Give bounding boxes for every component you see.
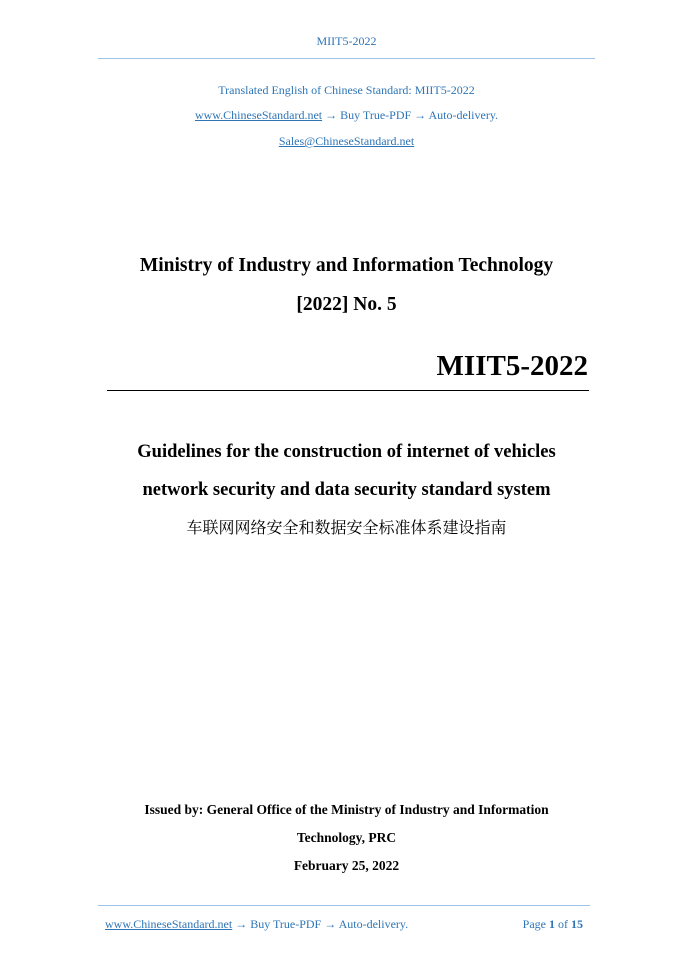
title-line-1: Guidelines for the construction of internet of vehicles bbox=[137, 442, 556, 462]
footer-buy-text: Buy True-PDF bbox=[250, 917, 322, 931]
document-number: [2022] No. 5 bbox=[296, 294, 397, 315]
promo-line bbox=[0, 108, 693, 123]
page-total: 15 bbox=[571, 917, 583, 931]
footer-website-link[interactable]: www.ChineseStandard.net bbox=[105, 917, 233, 931]
running-header-code: MIIT5-2022 bbox=[316, 34, 377, 48]
auto-delivery-text: Auto-delivery. bbox=[428, 108, 499, 122]
arrow-icon: → bbox=[414, 108, 427, 122]
page-indicator bbox=[523, 917, 583, 932]
page-label: Page bbox=[522, 917, 546, 931]
footer-rule bbox=[98, 905, 590, 906]
arrow-icon: → bbox=[235, 917, 248, 931]
page-number: 1 bbox=[549, 917, 555, 931]
arrow-icon: → bbox=[324, 917, 337, 931]
title-line-2: network security and data security standard system bbox=[142, 480, 551, 500]
website-link[interactable]: www.ChineseStandard.net bbox=[194, 108, 323, 122]
of-label: of bbox=[558, 917, 568, 931]
issue-date: February 25, 2022 bbox=[293, 858, 400, 873]
ministry-title: Ministry of Industry and Information Technology bbox=[139, 255, 554, 276]
issuer-line-2: Technology, PRC bbox=[296, 830, 397, 845]
email-link[interactable]: Sales@ChineseStandard.net bbox=[278, 134, 415, 148]
footer-promo bbox=[105, 917, 408, 932]
footer-auto-text: Auto-delivery. bbox=[338, 917, 409, 931]
title-chinese: 车联网网络安全和数据安全标准体系建设指南 bbox=[186, 518, 507, 537]
code-rule bbox=[107, 390, 589, 391]
issuer-line-1: Issued by: General Office of the Ministry of Industry and Information bbox=[144, 802, 549, 817]
standard-code: MIIT5-2022 bbox=[436, 350, 588, 382]
header-rule bbox=[98, 58, 595, 59]
translation-notice: Translated English of Chinese Standard: MIIT5-2022 bbox=[218, 83, 475, 97]
arrow-icon: → bbox=[325, 108, 338, 122]
buy-pdf-text: Buy True-PDF bbox=[340, 108, 412, 122]
email-line bbox=[0, 134, 693, 149]
